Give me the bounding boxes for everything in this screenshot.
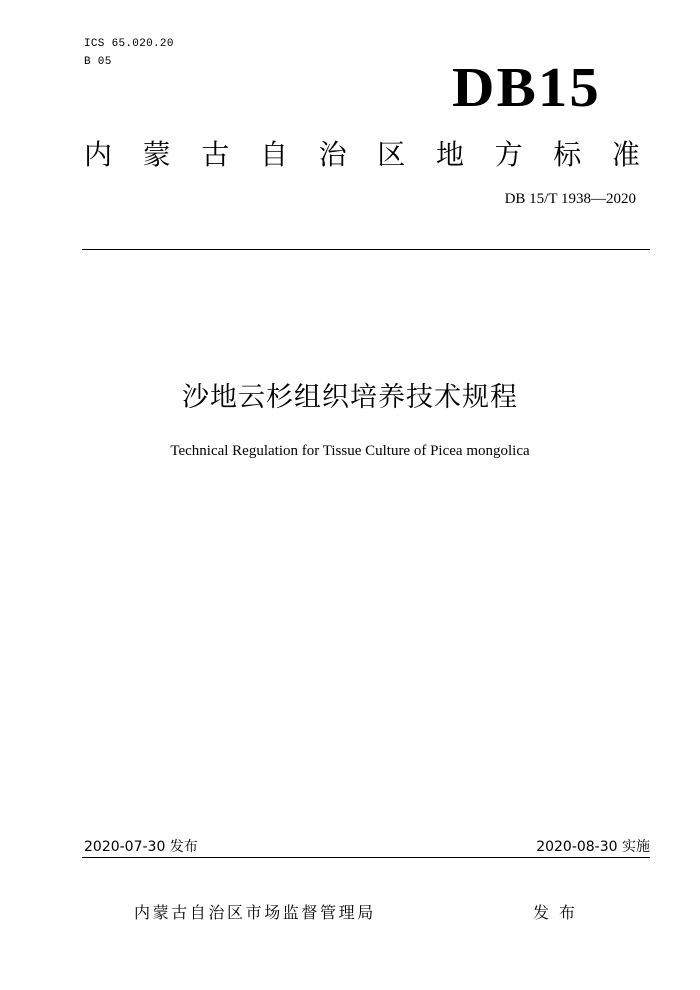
ics-code: ICS 65.020.20 xyxy=(84,38,174,50)
header-divider xyxy=(82,249,650,250)
implementation-date: 2020-08-30 实施 xyxy=(536,839,650,855)
publish-label: 发布 xyxy=(533,903,586,922)
standard-type-char: 古 xyxy=(201,138,230,171)
standard-type-char: 自 xyxy=(259,138,288,171)
ccs-code: B 05 xyxy=(84,56,112,68)
standard-type-char: 标 xyxy=(553,138,582,171)
document-title-zh: 沙地云杉组织培养技术规程 xyxy=(182,382,518,413)
standard-type-heading xyxy=(84,137,640,173)
standard-type-char: 地 xyxy=(435,138,464,171)
standard-logo: DB15 xyxy=(452,57,601,119)
standard-number: DB 15/T 1938—2020 xyxy=(504,191,636,207)
standard-type-char: 准 xyxy=(611,138,640,171)
issue-date: 2020-07-30 发布 xyxy=(84,839,198,855)
standard-type-char: 治 xyxy=(318,138,347,171)
document-title-en: Technical Regulation for Tissue Culture of Picea mongolica xyxy=(170,443,530,459)
standard-type-char: 区 xyxy=(377,138,406,171)
footer-divider xyxy=(82,857,650,858)
standard-type-char: 蒙 xyxy=(142,138,171,171)
issuing-authority: 内蒙古自治区市场监督管理局 xyxy=(134,903,376,922)
standard-type-char: 内 xyxy=(84,138,113,171)
standard-type-char: 方 xyxy=(494,138,523,171)
